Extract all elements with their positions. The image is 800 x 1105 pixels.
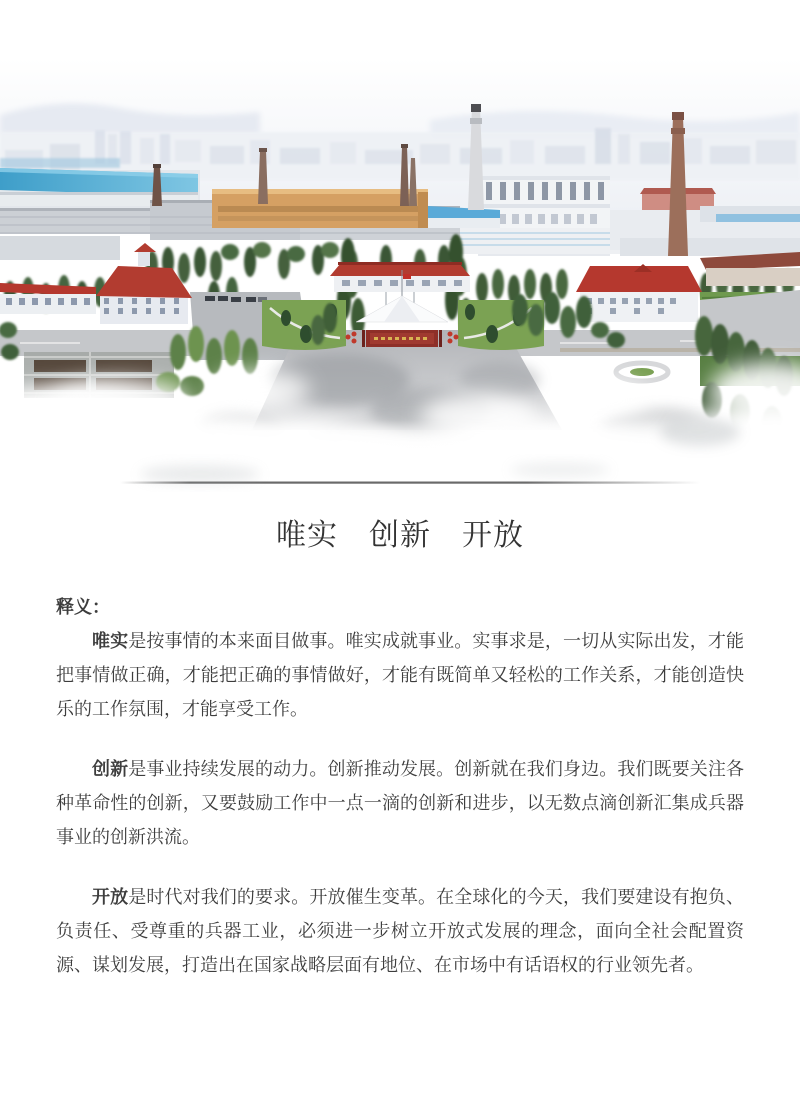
campus-photo: [0, 0, 800, 492]
paragraph-kaifang-body: 是时代对我们的要求。开放催生变革。在全球化的今天，我们要建设有抱负、负责任、受尊重的兵器工业，必须进一步树立开放式发展的理念，面向全社会配置资源、谋划发展，打造出在国家战略层面有地位、在市场中有话语权的行业领先者。: [56, 887, 745, 975]
paragraph-weishi-body: 是按事情的本来面目做事。唯实成就事业。实事求是，一切从实际出发，才能把事情做正确，才能把正确的事情做好，才能有既简单又轻松的工作关系，才能创造快乐的工作氛围，才能享受工作。: [56, 631, 745, 719]
paragraph-chuangxin: [56, 752, 744, 854]
page-title: 唯实 创新 开放: [276, 519, 524, 552]
paragraph-chuangxin-lead: 创新: [92, 759, 129, 779]
paragraph-weishi-lead: 唯实: [92, 631, 129, 651]
paragraph-kaifang: [56, 880, 744, 982]
paragraph-chuangxin-body: 是事业持续发展的动力。创新推动发展。创新就在我们身边。我们既要关注各种革命性的创新，又要鼓励工作中一点一滴的创新和进步，以无数点滴创新汇集成兵器事业的创新洪流。: [56, 759, 745, 847]
paragraph-kaifang-lead: 开放: [92, 887, 129, 907]
definition-label: 释义：: [56, 597, 110, 617]
definition-section: [56, 590, 744, 982]
paragraph-weishi: [56, 624, 744, 726]
